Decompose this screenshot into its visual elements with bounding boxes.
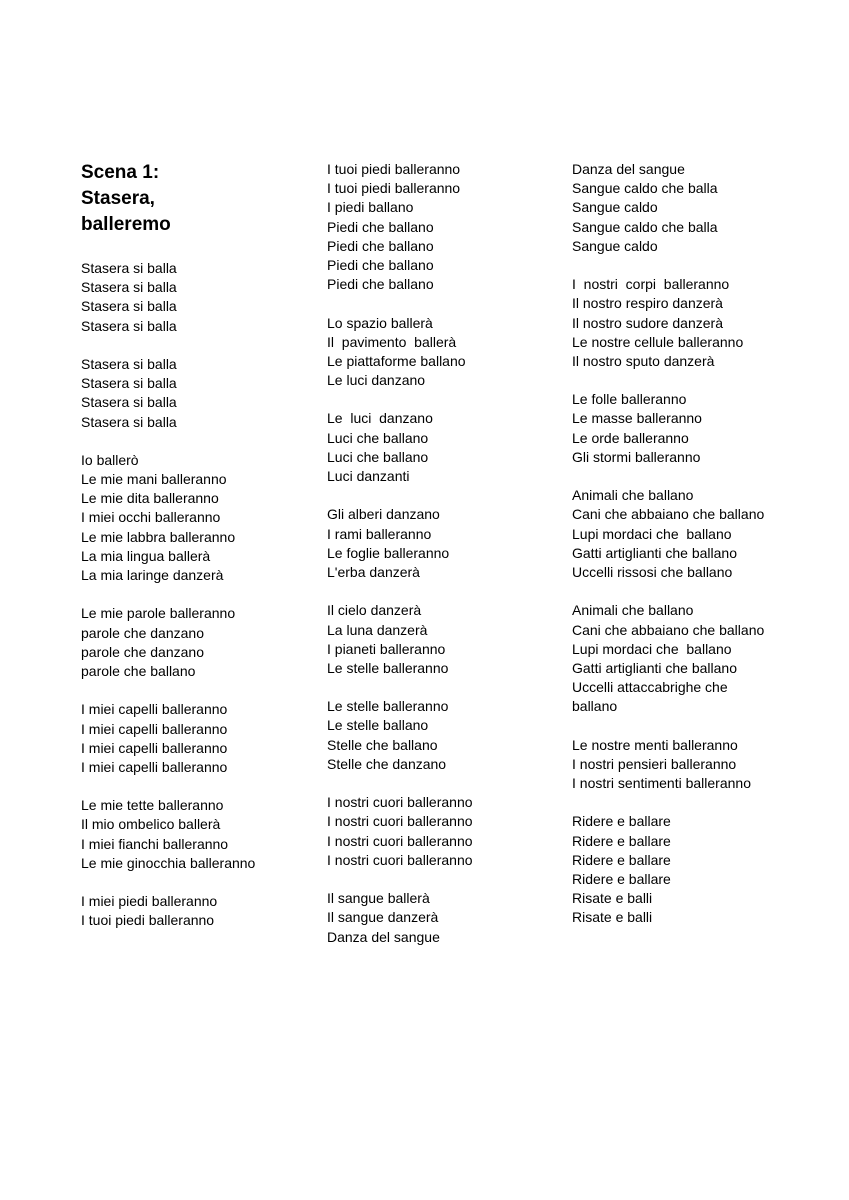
verse-line: Stasera si balla <box>81 375 177 392</box>
verse-line: I tuoi piedi balleranno <box>327 161 461 177</box>
verse-line: Gli alberi danzano <box>327 506 440 523</box>
stanza <box>572 275 832 371</box>
stanza <box>81 892 301 930</box>
verse-line: Ridere e ballare <box>572 813 671 830</box>
verse-line: Gli stormi balleranno <box>572 448 701 465</box>
verse-line: Le stelle balleranno <box>327 659 449 676</box>
verse-line: Gatti artiglianti che ballano <box>572 659 737 676</box>
column-3 <box>572 160 832 928</box>
verse-line: Stasera si balla <box>81 298 177 315</box>
column-2-stanzas <box>327 160 552 947</box>
verse-line: Le nostre cellule balleranno <box>572 333 744 350</box>
verse-line: Uccelli rissosi che ballano <box>572 563 733 580</box>
verse-line: Ridere e ballare <box>572 870 671 887</box>
verse-line: I miei occhi balleranno <box>81 509 221 526</box>
column-1 <box>81 160 301 931</box>
stanza <box>81 700 301 777</box>
verse-line: I miei fianchi balleranno <box>81 835 229 852</box>
stanza <box>327 889 552 947</box>
verse-line: Il nostro sudore danzerà <box>572 314 723 331</box>
verse-line: L'erba danzerà <box>327 563 420 580</box>
verse-line: La mia laringe danzerà <box>81 567 224 583</box>
stanza <box>572 486 832 582</box>
verse-line: Risate e balli <box>572 909 653 926</box>
verse-line: Uccelli attaccabrighe che <box>572 679 728 696</box>
verse-line: Le mie parole balleranno <box>81 605 236 622</box>
verse-line: Stasera si balla <box>81 279 177 296</box>
verse-line: Stasera si balla <box>81 413 177 430</box>
stanza <box>81 355 301 432</box>
stanza <box>572 390 832 467</box>
verse-line: Le stelle ballano <box>327 717 429 734</box>
verse-line: Lo spazio ballerà <box>327 314 433 331</box>
verse-line: Cani che abbaiano che ballano <box>572 506 765 523</box>
verse-line: I nostri cuori balleranno <box>327 794 473 811</box>
stanza <box>572 812 832 927</box>
column-3-stanzas <box>572 160 832 928</box>
verse-line: Il sangue ballerà <box>327 890 430 907</box>
column-1-stanzas <box>81 259 301 931</box>
verse-line: Le mie dita balleranno <box>81 490 219 507</box>
verse-line: ballano <box>572 698 618 715</box>
verse-line: I nostri sentimenti balleranno <box>572 775 751 791</box>
stanza <box>327 409 552 486</box>
verse-line: parole che danzano <box>81 643 204 660</box>
verse-line: I miei capelli balleranno <box>81 701 228 718</box>
stanza <box>572 601 832 716</box>
verse-line: Stelle che danzano <box>327 755 447 772</box>
stanza <box>327 314 552 391</box>
verse-line: Piedi che ballano <box>327 256 434 273</box>
verse-line: Lupi mordaci che ballano <box>572 640 732 657</box>
verse-line: Le luci danzano <box>327 410 433 427</box>
stanza <box>81 796 301 873</box>
verse-line: I miei piedi balleranno <box>81 893 218 910</box>
verse-line: Luci che ballano <box>327 429 429 446</box>
verse-line: Le luci danzano <box>327 372 426 389</box>
verse-line: Le stelle balleranno <box>327 698 449 715</box>
verse-line: Sangue caldo che balla <box>572 218 718 235</box>
verse-line: Animali che ballano <box>572 487 694 504</box>
verse-line: Il pavimento ballerà <box>327 333 457 350</box>
stanza <box>572 736 832 794</box>
verse-line: Stasera si balla <box>81 260 177 276</box>
verse-line: Stasera si balla <box>81 394 177 411</box>
verse-line: Io ballerò <box>81 451 139 468</box>
verse-line: Sangue caldo <box>572 199 658 216</box>
verse-line: Le folle balleranno <box>572 391 687 408</box>
verse-line: Piedi che ballano <box>327 276 434 293</box>
verse-line: Le foglie balleranno <box>327 544 450 561</box>
verse-line: parole che danzano <box>81 624 204 641</box>
verse-line: Piedi che ballano <box>327 237 434 254</box>
verse-line: Il cielo danzerà <box>327 602 422 619</box>
verse-line: Le mie labbra balleranno <box>81 528 236 545</box>
verse-line: Le masse balleranno <box>572 410 702 427</box>
verse-line: I nostri pensieri balleranno <box>572 755 737 772</box>
stanza <box>81 259 301 336</box>
verse-line: Il sangue danzerà <box>327 909 439 926</box>
verse-line: Le mie mani balleranno <box>81 471 227 488</box>
verse-line: Stasera si balla <box>81 355 177 372</box>
stanza <box>81 604 301 681</box>
verse-line: Sangue caldo che balla <box>572 180 718 197</box>
verse-line: Il nostro respiro danzerà <box>572 295 723 312</box>
verse-line: parole che ballano <box>81 662 196 679</box>
verse-line: Le piattaforme ballano <box>327 352 466 369</box>
verse-line: I tuoi piedi balleranno <box>327 180 461 197</box>
verse-line: Danza del sangue <box>572 161 685 177</box>
verse-line: Danza del sangue <box>327 928 440 945</box>
verse-line: Le nostre menti balleranno <box>572 736 738 753</box>
scene-title: Scena 1: Stasera, balleremo <box>81 162 171 235</box>
verse-line: I nostri corpi balleranno <box>572 276 730 293</box>
verse-line: Sangue caldo <box>572 237 658 254</box>
verse-line: Ridere e ballare <box>572 832 671 849</box>
verse-line: I nostri cuori balleranno <box>327 851 473 868</box>
verse-line: I miei capelli balleranno <box>81 739 228 756</box>
verse-line: I nostri cuori balleranno <box>327 813 473 830</box>
verse-line: Cani che abbaiano che ballano <box>572 621 765 638</box>
stanza <box>327 697 552 774</box>
verse-line: I rami balleranno <box>327 525 432 542</box>
verse-line: Animali che ballano <box>572 602 694 619</box>
verse-line: I pianeti balleranno <box>327 640 446 657</box>
verse-line: Le mie ginocchia balleranno <box>81 854 256 871</box>
stanza <box>572 160 832 256</box>
verse-line: Ridere e ballare <box>572 851 671 868</box>
verse-line: I piedi ballano <box>327 199 414 216</box>
verse-line: Le mie tette balleranno <box>81 797 224 814</box>
verse-line: Stasera si balla <box>81 317 177 334</box>
verse-line: Stelle che ballano <box>327 736 438 753</box>
verse-line: Il nostro sputo danzerà <box>572 352 715 369</box>
verse-line: La mia lingua ballerà <box>81 547 211 564</box>
verse-line: Piedi che ballano <box>327 218 434 235</box>
stanza <box>327 505 552 582</box>
stanza <box>327 601 552 678</box>
stanza <box>327 160 552 294</box>
verse-line: Luci che ballano <box>327 448 429 465</box>
verse-line: Il mio ombelico ballerà <box>81 816 221 833</box>
verse-line: Gatti artiglianti che ballano <box>572 544 737 561</box>
verse-line: I nostri cuori balleranno <box>327 832 473 849</box>
column-2 <box>327 160 552 947</box>
verse-line: Luci danzanti <box>327 468 410 484</box>
verse-line: Risate e balli <box>572 890 653 907</box>
verse-line: I miei capelli balleranno <box>81 720 228 737</box>
stanza <box>81 451 301 585</box>
stanza <box>327 793 552 870</box>
verse-line: I tuoi piedi balleranno <box>81 912 215 929</box>
verse-line: La luna danzerà <box>327 621 428 638</box>
verse-line: Lupi mordaci che ballano <box>572 525 732 542</box>
verse-line: Le orde balleranno <box>572 429 689 446</box>
verse-line: I miei capelli balleranno <box>81 758 228 775</box>
